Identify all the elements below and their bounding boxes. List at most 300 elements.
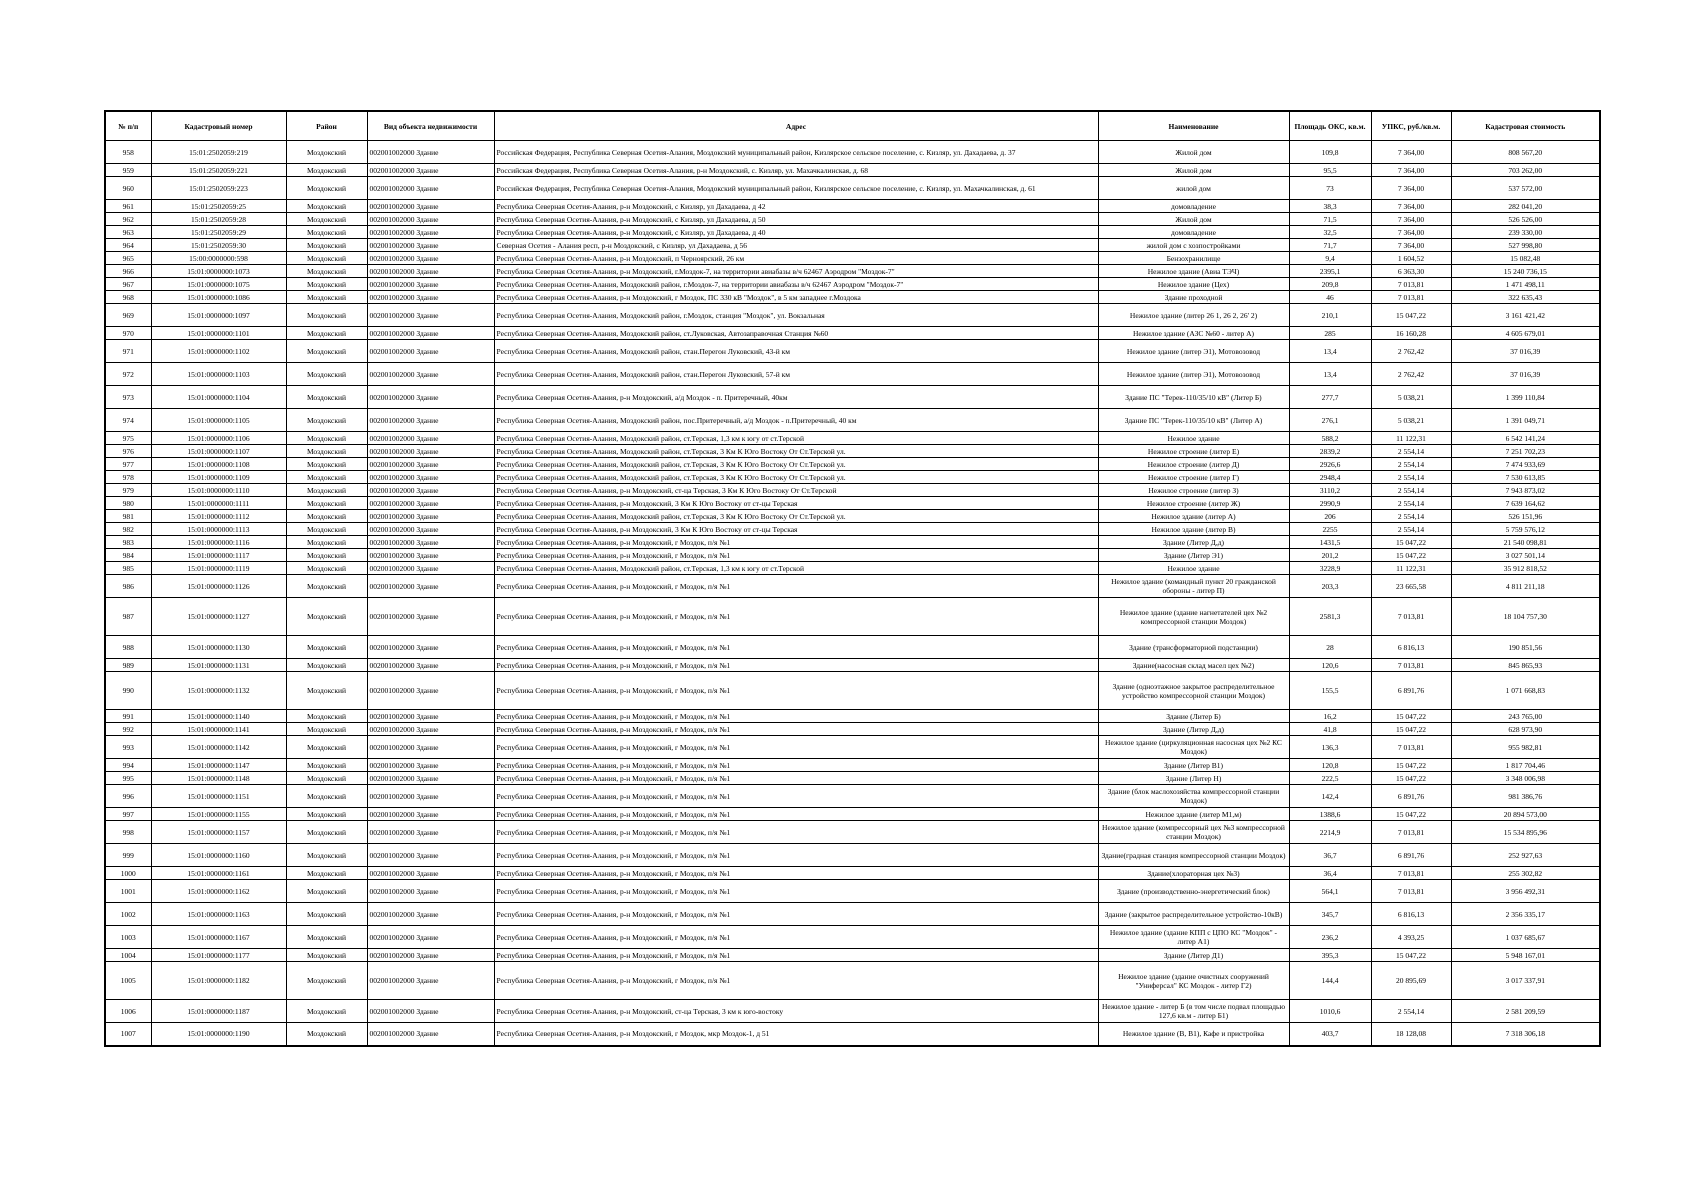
cadastral-value-cell: 255 302,82 — [1451, 867, 1600, 880]
cadastral-value-cell: 7 530 613,85 — [1451, 471, 1600, 484]
upks-cell: 2 762,42 — [1371, 363, 1451, 386]
cadastral-value-cell: 37 016,39 — [1451, 363, 1600, 386]
cadastral-number-cell: 15:01:0000000:1126 — [151, 575, 286, 598]
object-name-cell: Нежилое здание (здание КПП с ЦПО КС "Моздок" - литер А1) — [1098, 926, 1289, 949]
cadastral-value-cell: 7 943 873,02 — [1451, 484, 1600, 497]
area-cell: 2255 — [1289, 523, 1371, 536]
row-number-cell: 981 — [105, 510, 151, 523]
address-cell: Российская Федерация, Республика Северная Осетия-Алания, Моздокский муниципальный район, Кизлярское сельское поселение, с. Кизляр, ул. Махачкалинская, д. 61 — [494, 177, 1098, 200]
object-type-cell: 002001002000 Здание — [367, 672, 494, 710]
district-cell: Моздокский — [286, 409, 367, 432]
row-number-cell: 985 — [105, 562, 151, 575]
row-number-cell: 995 — [105, 772, 151, 785]
object-type-cell: 002001002000 Здание — [367, 200, 494, 213]
area-cell: 588,2 — [1289, 432, 1371, 445]
area-cell: 395,3 — [1289, 949, 1371, 962]
row-number-cell: 1006 — [105, 1000, 151, 1023]
cadastral-value-cell: 15 534 895,96 — [1451, 821, 1600, 844]
district-cell: Моздокский — [286, 1000, 367, 1023]
table-row — [105, 672, 1600, 710]
row-number-cell: 965 — [105, 252, 151, 265]
cadastral-value-table — [104, 110, 1601, 1047]
address-cell: Республика Северная Осетия-Алания, р-н Моздокский, г Моздок, п/я №1 — [494, 549, 1098, 562]
area-cell: 564,1 — [1289, 880, 1371, 903]
district-cell: Моздокский — [286, 164, 367, 177]
object-type-cell: 002001002000 Здание — [367, 926, 494, 949]
district-cell: Моздокский — [286, 141, 367, 164]
object-type-cell: 002001002000 Здание — [367, 710, 494, 723]
area-cell: 203,3 — [1289, 575, 1371, 598]
area-cell: 285 — [1289, 327, 1371, 340]
upks-cell: 7 013,81 — [1371, 291, 1451, 304]
upks-cell: 2 554,14 — [1371, 471, 1451, 484]
upks-cell: 6 891,76 — [1371, 785, 1451, 808]
cadastral-number-cell: 15:01:0000000:1117 — [151, 549, 286, 562]
cadastral-number-cell: 15:01:0000000:1102 — [151, 340, 286, 363]
col-header-upks: УПКС, руб./кв.м. — [1371, 111, 1451, 141]
cadastral-value-cell: 1 391 049,71 — [1451, 409, 1600, 432]
row-number-cell: 958 — [105, 141, 151, 164]
address-cell: Республика Северная Осетия-Алания, р-н Моздокский, 3 Км К Юго Востоку от ст-цы Терская — [494, 523, 1098, 536]
object-type-cell: 002001002000 Здание — [367, 278, 494, 291]
table-row — [105, 386, 1600, 409]
table-row — [105, 962, 1600, 1000]
area-cell: 1010,6 — [1289, 1000, 1371, 1023]
area-cell: 144,4 — [1289, 962, 1371, 1000]
cadastral-number-cell: 15:01:0000000:1167 — [151, 926, 286, 949]
cadastral-number-cell: 15:01:0000000:1086 — [151, 291, 286, 304]
object-name-cell: Здание(градная станция компрессорной станции Моздок) — [1098, 844, 1289, 867]
area-cell: 136,3 — [1289, 736, 1371, 759]
cadastral-number-cell: 15:01:0000000:1190 — [151, 1023, 286, 1046]
table-row — [105, 772, 1600, 785]
cadastral-number-cell: 15:01:0000000:1105 — [151, 409, 286, 432]
district-cell: Моздокский — [286, 226, 367, 239]
object-name-cell: Здание (Литер Д,д) — [1098, 723, 1289, 736]
district-cell: Моздокский — [286, 785, 367, 808]
row-number-cell: 982 — [105, 523, 151, 536]
district-cell: Моздокский — [286, 808, 367, 821]
upks-cell: 23 665,58 — [1371, 575, 1451, 598]
upks-cell: 7 364,00 — [1371, 177, 1451, 200]
cadastral-value-cell: 21 540 098,81 — [1451, 536, 1600, 549]
table-row — [105, 409, 1600, 432]
object-type-cell: 002001002000 Здание — [367, 562, 494, 575]
address-cell: Республика Северная Осетия-Алания, р-н Моздокский, г Моздок, п/я №1 — [494, 672, 1098, 710]
table-row — [105, 562, 1600, 575]
col-header-cadastral-number: Кадастровый номер — [151, 111, 286, 141]
table-row — [105, 252, 1600, 265]
district-cell: Моздокский — [286, 278, 367, 291]
district-cell: Моздокский — [286, 549, 367, 562]
cadastral-number-cell: 15:01:0000000:1155 — [151, 808, 286, 821]
object-name-cell: Здание (Литер Д,д) — [1098, 536, 1289, 549]
address-cell: Республика Северная Осетия-Алания, р-н Моздокский, г Моздок, п/я №1 — [494, 598, 1098, 636]
cadastral-number-cell: 15:01:0000000:1160 — [151, 844, 286, 867]
row-number-cell: 970 — [105, 327, 151, 340]
area-cell: 209,8 — [1289, 278, 1371, 291]
object-type-cell: 002001002000 Здание — [367, 736, 494, 759]
address-cell: Республика Северная Осетия-Алания, Моздокский район, стан.Перегон Луковский, 57-й км — [494, 363, 1098, 386]
cadastral-value-cell: 7 318 306,18 — [1451, 1023, 1600, 1046]
area-cell: 236,2 — [1289, 926, 1371, 949]
area-cell: 32,5 — [1289, 226, 1371, 239]
cadastral-number-cell: 15:01:2502059:30 — [151, 239, 286, 252]
object-type-cell: 002001002000 Здание — [367, 458, 494, 471]
col-header-area: Площадь ОКС, кв.м. — [1289, 111, 1371, 141]
address-cell: Республика Северная Осетия-Алания, р-н Моздокский, г Моздок, п/я №1 — [494, 903, 1098, 926]
district-cell: Моздокский — [286, 672, 367, 710]
table-row — [105, 213, 1600, 226]
cadastral-value-cell: 7 639 164,62 — [1451, 497, 1600, 510]
object-name-cell: Нежилое строение (литер Д) — [1098, 458, 1289, 471]
object-type-cell: 002001002000 Здание — [367, 510, 494, 523]
object-name-cell: Жилой дом — [1098, 164, 1289, 177]
object-type-cell: 002001002000 Здание — [367, 386, 494, 409]
cadastral-value-cell: 703 262,00 — [1451, 164, 1600, 177]
upks-cell: 2 554,14 — [1371, 458, 1451, 471]
address-cell: Республика Северная Осетия-Алания, р-н Моздокский, г Моздок, п/я №1 — [494, 844, 1098, 867]
cadastral-number-cell: 15:01:0000000:1073 — [151, 265, 286, 278]
table-row — [105, 759, 1600, 772]
cadastral-number-cell: 15:01:0000000:1075 — [151, 278, 286, 291]
object-name-cell: Нежилое здание - литер Б (в том числе подвал площадью 127,6 кв.м - литер Б1) — [1098, 1000, 1289, 1023]
object-type-cell: 002001002000 Здание — [367, 265, 494, 278]
row-number-cell: 996 — [105, 785, 151, 808]
upks-cell: 15 047,22 — [1371, 549, 1451, 562]
cadastral-number-cell: 15:01:0000000:1140 — [151, 710, 286, 723]
object-name-cell: Здание (Литер Б) — [1098, 710, 1289, 723]
cadastral-number-cell: 15:01:0000000:1131 — [151, 659, 286, 672]
object-name-cell: Жилой дом — [1098, 141, 1289, 164]
district-cell: Моздокский — [286, 523, 367, 536]
object-type-cell: 002001002000 Здание — [367, 164, 494, 177]
object-type-cell: 002001002000 Здание — [367, 1023, 494, 1046]
cadastral-number-cell: 15:01:0000000:1101 — [151, 327, 286, 340]
district-cell: Моздокский — [286, 363, 367, 386]
object-type-cell: 002001002000 Здание — [367, 340, 494, 363]
object-name-cell: Нежилое здание (В, В1), Кафе и пристройка — [1098, 1023, 1289, 1046]
object-name-cell: Здание (Литер В1) — [1098, 759, 1289, 772]
address-cell: Республика Северная Осетия-Алания, Моздокский район, ст.Терская, 3 Км К Юго Востоку От Ст.Терской ул. — [494, 458, 1098, 471]
upks-cell: 15 047,22 — [1371, 536, 1451, 549]
cadastral-number-cell: 15:01:0000000:1113 — [151, 523, 286, 536]
table-row — [105, 1000, 1600, 1023]
address-cell: Республика Северная Осетия-Алания, р-н Моздокский, г Моздок, п/я №1 — [494, 867, 1098, 880]
object-name-cell: Нежилое здание (литер А) — [1098, 510, 1289, 523]
object-type-cell: 002001002000 Здание — [367, 844, 494, 867]
table-row — [105, 200, 1600, 213]
object-type-cell: 002001002000 Здание — [367, 536, 494, 549]
cadastral-number-cell: 15:01:0000000:1110 — [151, 484, 286, 497]
upks-cell: 6 363,30 — [1371, 265, 1451, 278]
cadastral-number-cell: 15:01:0000000:1157 — [151, 821, 286, 844]
upks-cell: 7 364,00 — [1371, 226, 1451, 239]
object-name-cell: Нежилое здание (Авиа ТЭЧ) — [1098, 265, 1289, 278]
object-type-cell: 002001002000 Здание — [367, 291, 494, 304]
district-cell: Моздокский — [286, 575, 367, 598]
object-name-cell: Нежилое здание (литер Э1), Мотовозовод — [1098, 340, 1289, 363]
table-row — [105, 177, 1600, 200]
district-cell: Моздокский — [286, 736, 367, 759]
object-type-cell: 002001002000 Здание — [367, 785, 494, 808]
object-type-cell: 002001002000 Здание — [367, 723, 494, 736]
cadastral-value-cell: 527 998,80 — [1451, 239, 1600, 252]
upks-cell: 7 013,81 — [1371, 598, 1451, 636]
table-row — [105, 880, 1600, 903]
address-cell: Республика Северная Осетия-Алания, р-н Моздокский, г Моздок, п/я №1 — [494, 808, 1098, 821]
row-number-cell: 964 — [105, 239, 151, 252]
district-cell: Моздокский — [286, 562, 367, 575]
cadastral-value-cell: 1 071 668,83 — [1451, 672, 1600, 710]
cadastral-value-cell: 845 865,93 — [1451, 659, 1600, 672]
table-row — [105, 1023, 1600, 1046]
object-name-cell: Здание (трансформаторной подстанции) — [1098, 636, 1289, 659]
area-cell: 3228,9 — [1289, 562, 1371, 575]
row-number-cell: 1002 — [105, 903, 151, 926]
upks-cell: 7 364,00 — [1371, 164, 1451, 177]
cadastral-value-cell: 628 973,90 — [1451, 723, 1600, 736]
district-cell: Моздокский — [286, 659, 367, 672]
address-cell: Республика Северная Осетия-Алания, Моздокский район, пос.Притеречный, а/д Моздок - п.Притеречный, 40 км — [494, 409, 1098, 432]
table-row — [105, 926, 1600, 949]
table-row — [105, 598, 1600, 636]
upks-cell: 7 013,81 — [1371, 736, 1451, 759]
cadastral-value-cell: 5 948 167,01 — [1451, 949, 1600, 962]
cadastral-value-cell: 15 082,48 — [1451, 252, 1600, 265]
upks-cell: 15 047,22 — [1371, 772, 1451, 785]
object-name-cell: Здание (закрытое распределительное устройство-10кВ) — [1098, 903, 1289, 926]
table-row — [105, 523, 1600, 536]
upks-cell: 6 816,13 — [1371, 903, 1451, 926]
cadastral-value-cell: 2 581 209,59 — [1451, 1000, 1600, 1023]
upks-cell: 7 364,00 — [1371, 141, 1451, 164]
object-type-cell: 002001002000 Здание — [367, 432, 494, 445]
upks-cell: 7 364,00 — [1371, 200, 1451, 213]
area-cell: 2839,2 — [1289, 445, 1371, 458]
cadastral-value-cell: 4 811 211,18 — [1451, 575, 1600, 598]
cadastral-value-cell: 526 526,00 — [1451, 213, 1600, 226]
upks-cell: 2 554,14 — [1371, 510, 1451, 523]
address-cell: Республика Северная Осетия-Алания, р-н Моздокский, г Моздок, п/я №1 — [494, 710, 1098, 723]
cadastral-value-cell: 6 542 141,24 — [1451, 432, 1600, 445]
object-type-cell: 002001002000 Здание — [367, 252, 494, 265]
upks-cell: 7 364,00 — [1371, 239, 1451, 252]
object-name-cell: Жилой дом — [1098, 213, 1289, 226]
cadastral-number-cell: 15:01:0000000:1132 — [151, 672, 286, 710]
district-cell: Моздокский — [286, 598, 367, 636]
row-number-cell: 988 — [105, 636, 151, 659]
object-type-cell: 002001002000 Здание — [367, 962, 494, 1000]
object-type-cell: 002001002000 Здание — [367, 409, 494, 432]
address-cell: Республика Северная Осетия-Алания, р-н Моздокский, г Моздок, п/я №1 — [494, 949, 1098, 962]
row-number-cell: 959 — [105, 164, 151, 177]
row-number-cell: 993 — [105, 736, 151, 759]
cadastral-number-cell: 15:01:0000000:1107 — [151, 445, 286, 458]
cadastral-number-cell: 15:01:0000000:1142 — [151, 736, 286, 759]
object-name-cell: Нежилое строение (литер Г) — [1098, 471, 1289, 484]
row-number-cell: 990 — [105, 672, 151, 710]
upks-cell: 2 554,14 — [1371, 523, 1451, 536]
area-cell: 222,5 — [1289, 772, 1371, 785]
col-header-cadastral-value: Кадастровая стоимость — [1451, 111, 1600, 141]
object-name-cell: Нежилое здание (АЗС №60 - литер А) — [1098, 327, 1289, 340]
table-row — [105, 304, 1600, 327]
row-number-cell: 976 — [105, 445, 151, 458]
cadastral-number-cell: 15:01:0000000:1103 — [151, 363, 286, 386]
upks-cell: 18 128,08 — [1371, 1023, 1451, 1046]
object-type-cell: 002001002000 Здание — [367, 598, 494, 636]
table-row — [105, 432, 1600, 445]
row-number-cell: 966 — [105, 265, 151, 278]
table-row — [105, 226, 1600, 239]
upks-cell: 20 895,69 — [1371, 962, 1451, 1000]
row-number-cell: 994 — [105, 759, 151, 772]
col-header-name: Наименование — [1098, 111, 1289, 141]
cadastral-number-cell: 15:01:0000000:1141 — [151, 723, 286, 736]
cadastral-number-cell: 15:01:0000000:1187 — [151, 1000, 286, 1023]
district-cell: Моздокский — [286, 723, 367, 736]
district-cell: Моздокский — [286, 844, 367, 867]
upks-cell: 15 047,22 — [1371, 304, 1451, 327]
district-cell: Моздокский — [286, 239, 367, 252]
district-cell: Моздокский — [286, 291, 367, 304]
table-body — [105, 141, 1600, 1046]
object-type-cell: 002001002000 Здание — [367, 497, 494, 510]
address-cell: Республика Северная Осетия-Алания, р-н Моздокский, с Кизляр, ул Дахадаева, д 50 — [494, 213, 1098, 226]
object-type-cell: 002001002000 Здание — [367, 304, 494, 327]
row-number-cell: 963 — [105, 226, 151, 239]
object-type-cell: 002001002000 Здание — [367, 867, 494, 880]
object-name-cell: Нежилое строение (литер Ж) — [1098, 497, 1289, 510]
address-cell: Республика Северная Осетия-Алания, р-н Моздокский, г Моздок, п/я №1 — [494, 723, 1098, 736]
address-cell: Республика Северная Осетия-Алания, Моздокский район, ст.Терская, 1,3 км к югу от ст.Терской — [494, 562, 1098, 575]
object-name-cell: Нежилое здание (циркуляционная насосная цех №2 КС Моздок) — [1098, 736, 1289, 759]
object-type-cell: 002001002000 Здание — [367, 759, 494, 772]
district-cell: Моздокский — [286, 926, 367, 949]
row-number-cell: 960 — [105, 177, 151, 200]
upks-cell: 15 047,22 — [1371, 949, 1451, 962]
cadastral-number-cell: 15:01:2502059:221 — [151, 164, 286, 177]
cadastral-number-cell: 15:01:0000000:1177 — [151, 949, 286, 962]
address-cell: Республика Северная Осетия-Алания, Моздокский район, ст.Терская, 3 Км К Юго Востоку От Ст.Терской ул. — [494, 445, 1098, 458]
object-name-cell: Нежилое здание (командный пункт 20 гражданской обороны - литер П) — [1098, 575, 1289, 598]
area-cell: 28 — [1289, 636, 1371, 659]
upks-cell: 11 122,31 — [1371, 562, 1451, 575]
object-name-cell: Нежилое здание (литер В) — [1098, 523, 1289, 536]
area-cell: 109,8 — [1289, 141, 1371, 164]
cadastral-value-cell: 537 572,00 — [1451, 177, 1600, 200]
col-header-number: № п/п — [105, 111, 151, 141]
area-cell: 276,1 — [1289, 409, 1371, 432]
object-type-cell: 002001002000 Здание — [367, 659, 494, 672]
col-header-district: Район — [286, 111, 367, 141]
cadastral-value-cell: 526 151,96 — [1451, 510, 1600, 523]
cadastral-table-sheet — [104, 110, 1599, 1047]
row-number-cell: 980 — [105, 497, 151, 510]
address-cell: Республика Северная Осетия-Алания, р-н Моздокский, г Моздок, п/я №1 — [494, 736, 1098, 759]
upks-cell: 7 013,81 — [1371, 278, 1451, 291]
object-type-cell: 002001002000 Здание — [367, 213, 494, 226]
object-name-cell: Нежилое здание (литер 26 1, 26 2, 26' 2) — [1098, 304, 1289, 327]
area-cell: 345,7 — [1289, 903, 1371, 926]
cadastral-value-cell: 4 605 679,01 — [1451, 327, 1600, 340]
district-cell: Моздокский — [286, 510, 367, 523]
district-cell: Моздокский — [286, 1023, 367, 1046]
address-cell: Республика Северная Осетия-Алания, р-н Моздокский, а/д Моздок - п. Притеречный, 40км — [494, 386, 1098, 409]
upks-cell: 4 393,25 — [1371, 926, 1451, 949]
table-row — [105, 549, 1600, 562]
row-number-cell: 973 — [105, 386, 151, 409]
table-row — [105, 844, 1600, 867]
table-row — [105, 736, 1600, 759]
upks-cell: 7 364,00 — [1371, 213, 1451, 226]
row-number-cell: 1004 — [105, 949, 151, 962]
cadastral-value-cell: 35 912 818,52 — [1451, 562, 1600, 575]
row-number-cell: 972 — [105, 363, 151, 386]
cadastral-number-cell: 15:01:2502059:29 — [151, 226, 286, 239]
cadastral-value-cell: 2 356 335,17 — [1451, 903, 1600, 926]
address-cell: Республика Северная Осетия-Алания, р-н Моздокский, г Моздок, п/я №1 — [494, 926, 1098, 949]
area-cell: 403,7 — [1289, 1023, 1371, 1046]
row-number-cell: 992 — [105, 723, 151, 736]
area-cell: 73 — [1289, 177, 1371, 200]
area-cell: 201,2 — [1289, 549, 1371, 562]
area-cell: 2990,9 — [1289, 497, 1371, 510]
cadastral-value-cell: 37 016,39 — [1451, 340, 1600, 363]
table-row — [105, 636, 1600, 659]
row-number-cell: 991 — [105, 710, 151, 723]
cadastral-value-cell: 322 635,43 — [1451, 291, 1600, 304]
row-number-cell: 1000 — [105, 867, 151, 880]
address-cell: Республика Северная Осетия-Алания, Моздокский район, стан.Перегон Луковский, 43-й км — [494, 340, 1098, 363]
table-row — [105, 808, 1600, 821]
row-number-cell: 1003 — [105, 926, 151, 949]
area-cell: 36,7 — [1289, 844, 1371, 867]
upks-cell: 16 160,28 — [1371, 327, 1451, 340]
area-cell: 71,7 — [1289, 239, 1371, 252]
table-row — [105, 471, 1600, 484]
cadastral-number-cell: 15:01:0000000:1130 — [151, 636, 286, 659]
cadastral-number-cell: 15:01:0000000:1106 — [151, 432, 286, 445]
cadastral-value-cell: 808 567,20 — [1451, 141, 1600, 164]
cadastral-number-cell: 15:01:0000000:1161 — [151, 867, 286, 880]
district-cell: Моздокский — [286, 536, 367, 549]
row-number-cell: 986 — [105, 575, 151, 598]
cadastral-number-cell: 15:01:0000000:1097 — [151, 304, 286, 327]
district-cell: Моздокский — [286, 304, 367, 327]
upks-cell: 7 013,81 — [1371, 659, 1451, 672]
table-row — [105, 710, 1600, 723]
district-cell: Моздокский — [286, 265, 367, 278]
object-name-cell: домовладение — [1098, 226, 1289, 239]
upks-cell: 2 554,14 — [1371, 497, 1451, 510]
district-cell: Моздокский — [286, 458, 367, 471]
district-cell: Моздокский — [286, 821, 367, 844]
row-number-cell: 962 — [105, 213, 151, 226]
object-name-cell: Здание ПС "Терек-110/35/10 кВ" (Литер А) — [1098, 409, 1289, 432]
table-row — [105, 510, 1600, 523]
cadastral-number-cell: 15:01:0000000:1163 — [151, 903, 286, 926]
cadastral-value-cell: 243 765,00 — [1451, 710, 1600, 723]
area-cell: 71,5 — [1289, 213, 1371, 226]
table-row — [105, 278, 1600, 291]
upks-cell: 7 013,81 — [1371, 880, 1451, 903]
table-header-row — [105, 111, 1600, 141]
district-cell: Моздокский — [286, 759, 367, 772]
area-cell: 13,4 — [1289, 340, 1371, 363]
object-type-cell: 002001002000 Здание — [367, 575, 494, 598]
